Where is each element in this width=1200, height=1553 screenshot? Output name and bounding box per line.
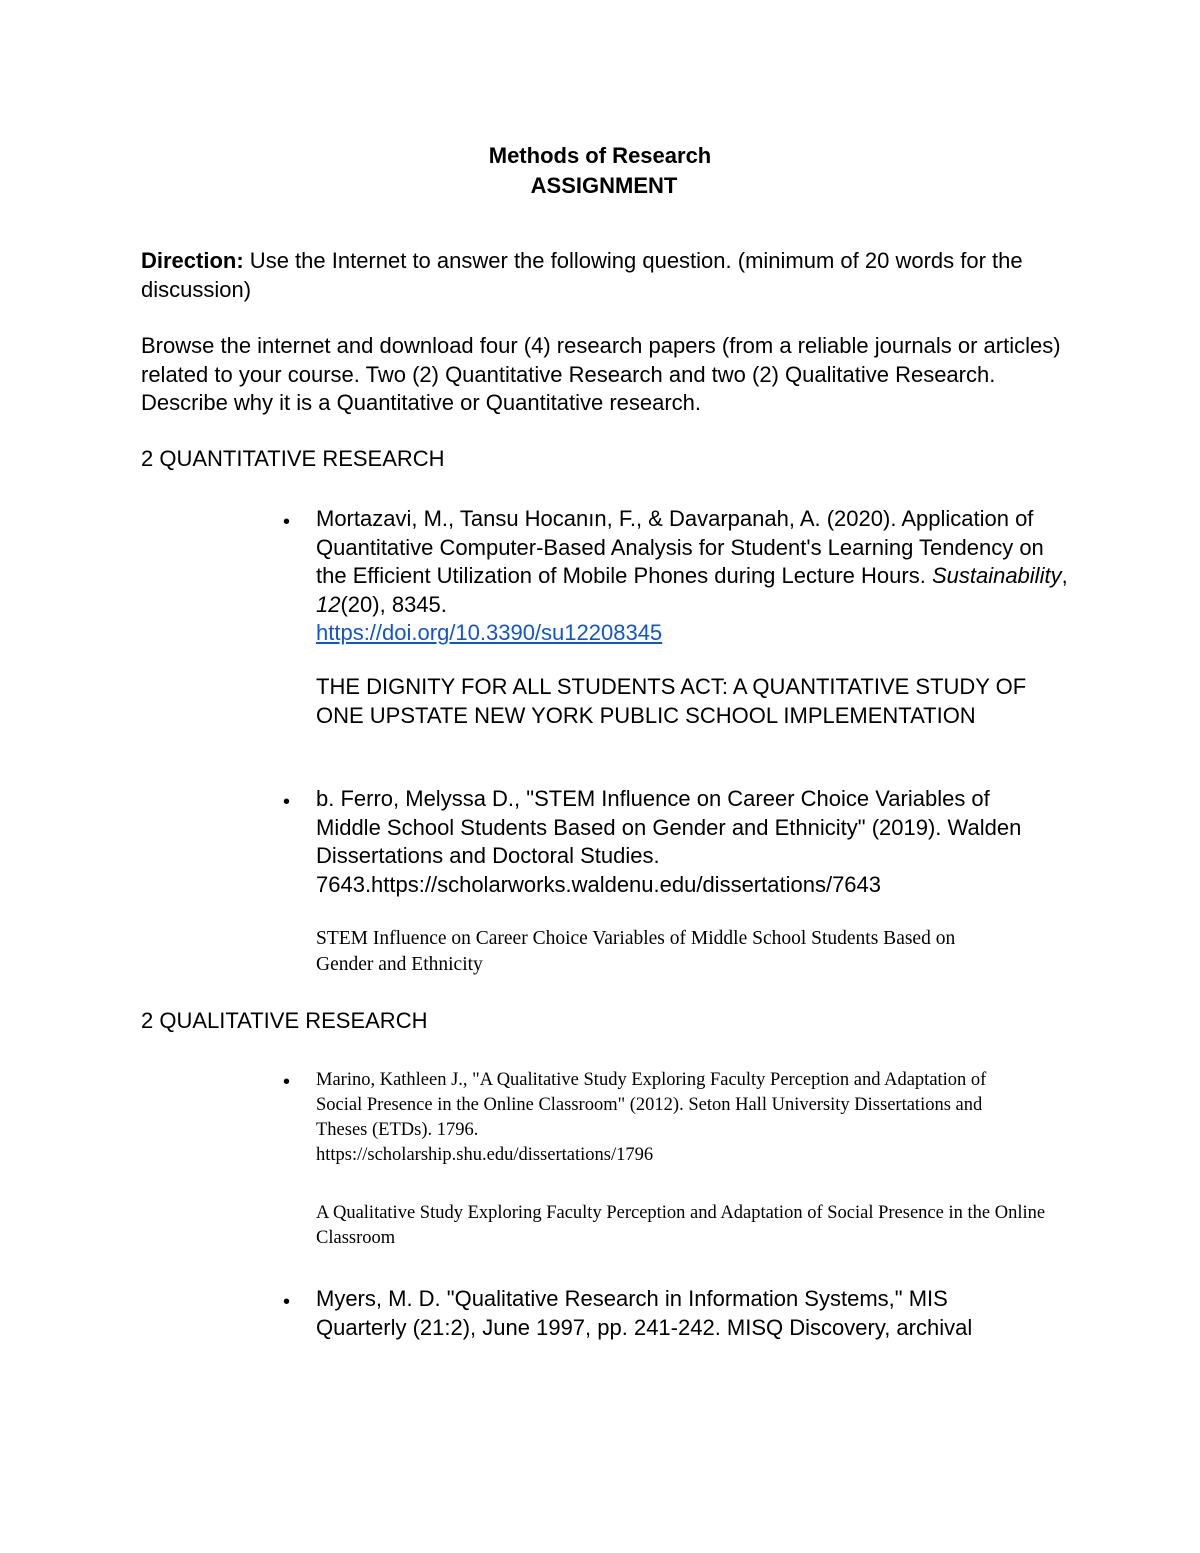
citation-line-1: Myers, M. D. "Qualitative Research in Information Systems," MIS [316,1286,948,1311]
journal-volume: 12 [316,591,341,617]
quantitative-citation-2: b. Ferro, Melyssa D., "STEM Influence on Career Choice Variables of Middle School Students Based on Gender and Ethnicity" (2019). Walden Dissertations and Doctoral Studies. 7643.https://scholarworks.waldenu.edu/dissertations/7643 [316,786,1022,897]
qualitative-title-1: A Qualitative Study Exploring Faculty Perception and Adaptation of Social Presence in the Online Classroom [316,1203,1046,1248]
quantitative-citation-1 [316,505,1076,648]
direction-text: Use the Internet to answer the following question. (minimum of 20 words for the discussion) [141,248,1023,302]
quantitative-title-1: THE DIGNITY FOR ALL STUDENTS ACT: A QUANTITATIVE STUDY OF ONE UPSTATE NEW YORK PUBLIC SCHOOL IMPLEMENTATION [316,674,1027,728]
bullet-icon: • [283,1071,291,1093]
citation-issue-pages: (20), 8345. [340,591,447,617]
direction-label: Direction: [141,248,244,273]
citation-separator: , [1061,563,1068,588]
document-title [0,141,1200,201]
journal-name: Sustainability [931,563,1062,588]
bullet-icon: • [283,511,291,533]
qualitative-citation-1 [316,1068,996,1168]
doi-link[interactable]: https://doi.org/10.3390/su12208345 [316,620,663,645]
direction-paragraph [141,247,1071,304]
citation-line-2: Quarterly (21:2), June 1997, pp. 241-242. MISQ Discovery, archival [316,1314,973,1340]
quantitative-title-2: STEM Influence on Career Choice Variables of Middle School Students Based on Gender and Ethnicity [316,928,956,975]
title-line-2: ASSIGNMENT [530,173,678,198]
instructions-paragraph: Browse the internet and download four (4) research papers (from a reliable journals or articles) related to your course. Two (2) Quantitative Research and two (2) Qualitative Research. Describe why it is a Quantitative or Quantitative research. [141,333,1061,415]
qualitative-citation-2 [316,1285,1076,1342]
quantitative-heading: 2 QUANTITATIVE RESEARCH [141,446,445,471]
citation-url: https://scholarship.shu.edu/dissertations/1796 [316,1145,654,1165]
citation-text: Marino, Kathleen J., "A Qualitative Study Exploring Faculty Perception and Adaptation of Social Presence in the Online Classroom" (2012). Seton Hall University Dissertations and Theses (ETDs). 1796. [316,1070,987,1140]
bullet-icon: • [283,1291,291,1313]
citation-text: Mortazavi, M., Tansu Hocanın, F., & Davarpanah, A. (2020). Application of Quantitative Computer-Based Analysis for Student's Learning Tendency on the Efficient Utilization of Mobile Phones during Lecture Hours. [316,506,1044,588]
qualitative-heading: 2 QUALITATIVE RESEARCH [141,1008,428,1033]
title-line-1: Methods of Research [488,143,712,168]
bullet-icon: • [283,791,291,813]
